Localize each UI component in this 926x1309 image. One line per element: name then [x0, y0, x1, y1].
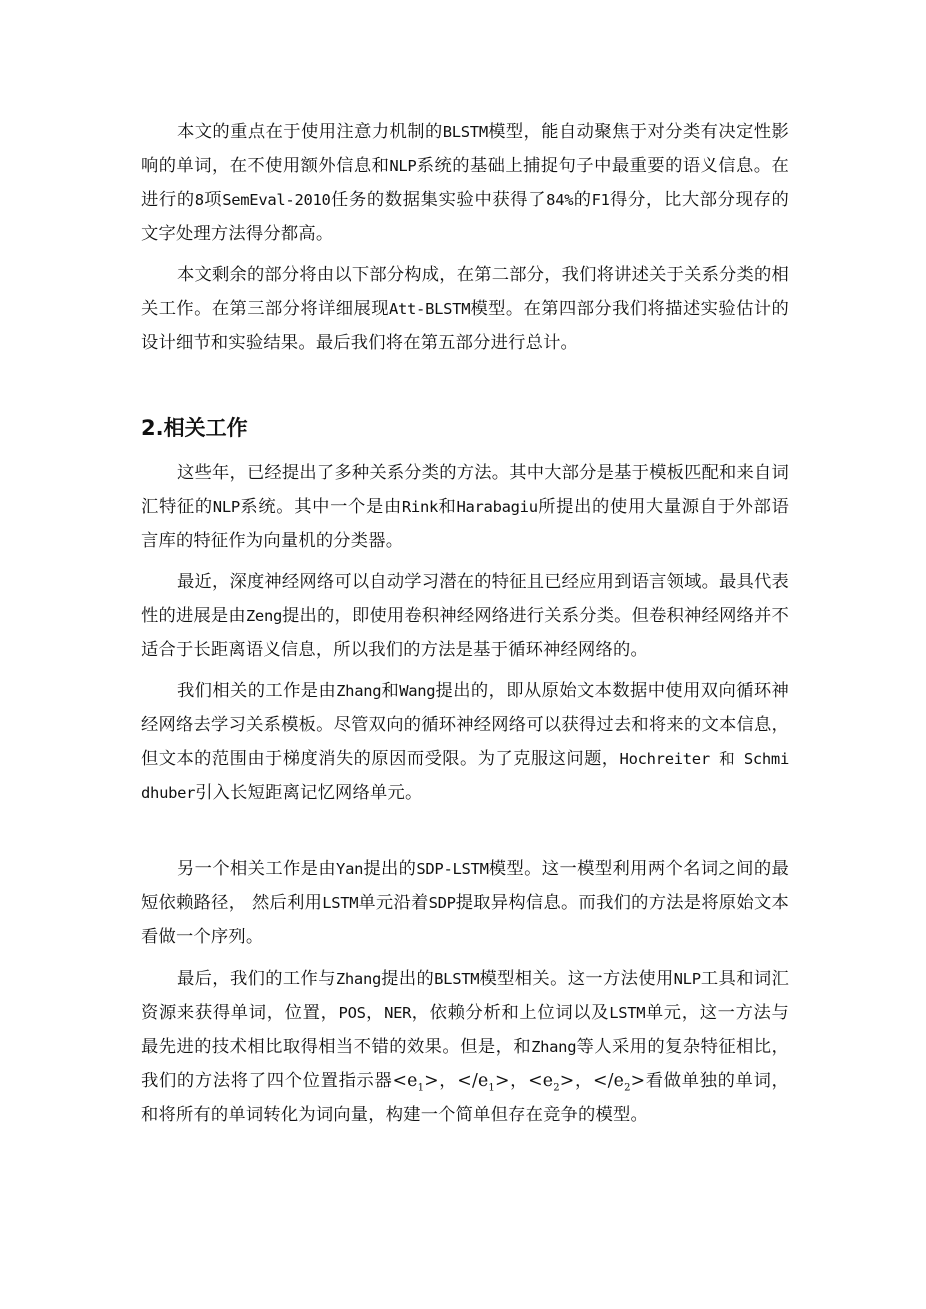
text-run: 另一个相关工作是由 [177, 859, 337, 879]
tag-subscript: 2 [624, 1082, 631, 1094]
text-run: 和 [438, 497, 457, 517]
author-hochreiter-schmidhuber: Hochreiter 和 Schmidhuber [141, 750, 789, 802]
paragraph-deep-networks [141, 565, 789, 667]
term-lstm: LSTM [609, 1004, 646, 1022]
term-semeval: SemEval-2010 [222, 191, 331, 209]
text-run: 提取异构信息。而我们的方法是将原始文本看做一个序列。 [141, 893, 789, 947]
term-sdp-lstm: SDP-LSTM [416, 860, 489, 878]
author-wang: Wang [399, 682, 436, 700]
text-run: 模型，能自动聚焦于对分类有决定性影响的单词，在不使用额外信息和 [141, 122, 789, 176]
tag-text: > [424, 1071, 439, 1091]
tag-text: > [494, 1071, 510, 1091]
tag-text: <e [392, 1071, 418, 1091]
text-run: 提出的 [363, 859, 417, 879]
position-tag-e1-close [457, 1071, 510, 1094]
author-zhang: Zhang [335, 970, 382, 988]
tag-text: > [630, 1071, 646, 1091]
tag-subscript: 1 [417, 1082, 425, 1094]
text-run: 本文的重点在于使用注意力机制的 [177, 122, 443, 142]
text-run: 提出的，即使用卷积神经网络进行关系分类。但卷积神经网络并不适合于长距离语义信息，所以我们的方法是基于循环神经网络的。 [141, 606, 789, 660]
text-run: 得分，比大部分现存的文字处理方法得分都高。 [141, 190, 789, 244]
text-run: 这些年，已经提出了多种关系分类的方法。其中大部分是基于模板匹配和来自词汇特征的 [141, 463, 789, 517]
tag-text: </e [457, 1071, 489, 1091]
paragraph-sdp-lstm [141, 852, 789, 954]
author-yan: Yan [336, 860, 364, 878]
term-pos: POS [338, 1004, 366, 1022]
term-att-blstm: Att-BLSTM [388, 300, 471, 318]
paragraph-final-comparison [141, 962, 789, 1132]
paragraph-related-methods [141, 456, 789, 558]
term-blstm: BLSTM [434, 970, 480, 988]
section-heading: 2.相关工作 [141, 416, 248, 440]
text-run: 工具和词汇资源来获得单词，位置， [141, 969, 789, 1023]
position-tag-e1-open [392, 1071, 439, 1094]
text-run: 和 [381, 681, 400, 701]
text-run: 提出的，即从原始文本数据中使用双向循环神经网络去学习关系模板。尽管双向的循环神经网络可以获得过去和将来的文本信息，但文本的范围由于梯度消失的原因而受限。为了克服这问题， [141, 681, 789, 769]
text-run: 模型。在第四部分我们将描述实验估计的设计细节和实验结果。最后我们将在第五部分进行总计。 [141, 299, 789, 353]
author-zhang: Zhang [531, 1038, 577, 1056]
text-run: 本文剩余的部分将由以下部分构成，在第二部分，我们将讲述关于关系分类的相关工作。在第三部分将详细展现 [141, 265, 789, 319]
text-run: ，依赖分析和上位词以及 [411, 1003, 610, 1023]
text-run: 引入长短距离记忆网络单元。 [195, 783, 423, 803]
text-run: 任务的数据集实验中获得了 [330, 190, 547, 210]
term-blstm: BLSTM [442, 123, 488, 141]
text-run: 的 [573, 190, 592, 210]
term-ner: NER [384, 1004, 412, 1022]
text-run: 所提出的使用大量源自于外部语言库的特征作为向量机的分类器。 [141, 497, 789, 551]
author-zhang: Zhang [336, 682, 382, 700]
text-run: ， [509, 1071, 529, 1091]
author-harabagiu: Harabagiu [456, 498, 538, 516]
term-nlp: NLP [389, 157, 417, 175]
text-run: ， [438, 1071, 458, 1091]
term-sdp: SDP [428, 894, 456, 912]
text-run: 项 [203, 190, 223, 210]
paragraph-intro-focus [141, 115, 789, 251]
text-run: 系统的基础上捕捉句子中最重要的语义信息。在进行的 [141, 156, 789, 210]
term-lstm: LSTM [322, 894, 359, 912]
tag-subscript: 2 [553, 1082, 560, 1094]
text-run: 模型相关。这一方法使用 [479, 969, 674, 989]
text-run: 模型。这一模型利用两个名词之间的最短依赖路径， 然后利用 [141, 859, 789, 913]
tag-text: > [559, 1071, 575, 1091]
text-run: 最后，我们的工作与 [177, 969, 336, 989]
text-run: 单元，这一方法与最先进的技术相比取得相当不错的效果。但是，和 [141, 1003, 790, 1057]
text-run: 系统。其中一个是由 [239, 497, 402, 517]
position-tag-e2-open [528, 1071, 575, 1094]
term-f1: F1 [591, 191, 610, 209]
text-run: 等人采用的复杂特征相比，我们的方法将了四个位置指示器 [141, 1037, 789, 1091]
term-nlp: NLP [673, 970, 701, 988]
text-run: 最近，深度神经网络可以自动学习潜在的特征且已经应用到语言领域。最具代表性的进展是由 [141, 572, 789, 626]
text-run: 我们相关的工作是由 [177, 681, 337, 701]
paragraph-outline [141, 258, 789, 360]
position-tag-e2-close [592, 1071, 646, 1094]
tag-text: </e [592, 1071, 625, 1091]
author-zeng: Zeng [245, 607, 283, 625]
author-rink: Rink [401, 498, 439, 516]
text-run: 看做单独的单词，和将所有的单词转化为词向量，构建一个简单但存在竞争的模型。 [141, 1071, 790, 1125]
tag-subscript: 1 [488, 1082, 495, 1094]
tag-text: <e [528, 1071, 554, 1091]
text-run: 单元沿着 [358, 893, 429, 913]
text-run: 提出的 [381, 969, 435, 989]
score-percent: 84% [546, 191, 574, 209]
number-eight: 8 [194, 191, 204, 209]
paragraph-birnn-work [141, 674, 789, 810]
term-nlp: NLP [212, 498, 240, 516]
text-run: ， [574, 1071, 593, 1091]
text-run: ， [365, 1003, 385, 1023]
